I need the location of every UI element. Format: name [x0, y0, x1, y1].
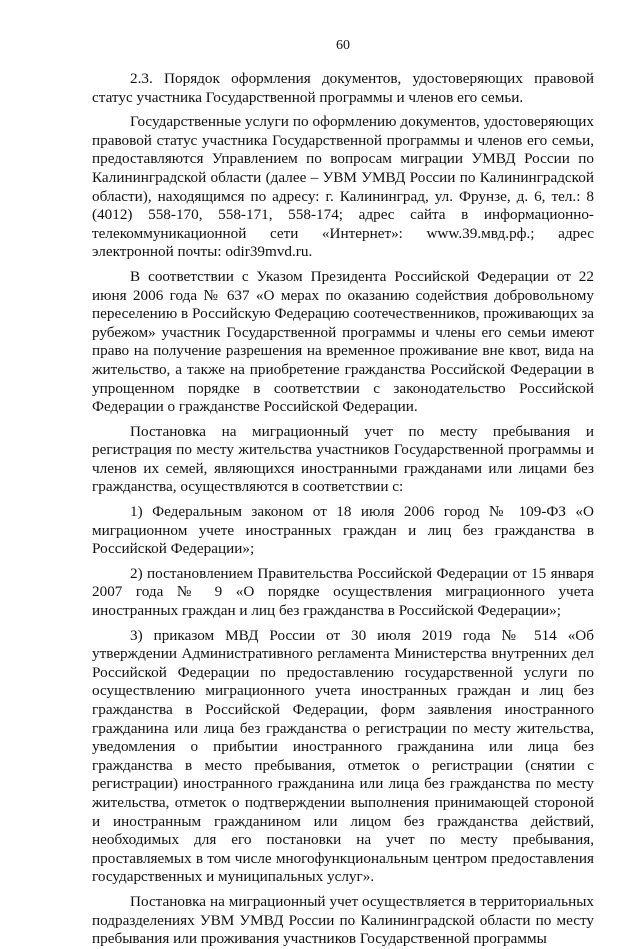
- paragraph-migration-registration: Постановка на миграционный учет по месту пребывания и регистрация по месту жительства участников Государственной программы и членов их семей, являющихся иностранными гражданами или лицами без гражданства, осуществляются в соответствии с:: [92, 422, 594, 496]
- paragraph-presidential-decree: В соответствии с Указом Президента Российской Федерации от 22 июня 2006 года № 637 «О мерах по оказанию содействия добровольному переселению в Российскую Федерацию соотечественников, проживающих за рубежом» участник Государственной программы и члены его семьи имеют право на получение разрешения на временное проживание вне квот, вида на жительство, а также на приобретение гражданства Российской Федерации в упрощенном порядке в соответствии с законодательство Российской Федерации о гражданстве Российской Федерации.: [92, 267, 594, 416]
- page-number: 60: [336, 38, 350, 53]
- list-item-mvd-order: 3) приказом МВД России от 30 июля 2019 года № 514 «Об утверждении Административного регламента Министерства внутренних дел Российской Федерации по предоставлению государственной услуги по осуществлению миграционного учета иностранных граждан и лиц без гражданства в Российской Федерации, форм заявления иностранного гражданина или лица без гражданства о регистрации по месту жительства, уведомления о прибытии иностранного гражданина или лица без гражданства в место пребывания, отметок о регистрации (снятии с регистрации) иностранного гражданина или лица без гражданства по месту жительства, отметок о подтверждении выполнения принимающей стороной и иностранным гражданином или лицом без гражданства действий, необходимых для его постановки на учет по месту пребывания, проставляемых в том числе многофункциональным центром предоставления государственных и муниципальных услуг».: [92, 626, 594, 886]
- paragraph-territorial-units: Постановка на миграционный учет осуществляется в территориальных подразделениях УВМ УМВД России по Калининградской области по месту пребывания или проживания участников Государственной программы: [92, 892, 594, 948]
- list-item-government-resolution: 2) постановлением Правительства Российской Федерации от 15 января 2007 года № 9 «О порядке осуществления миграционного учета иностранных граждан и лиц без гражданства в Российской Федерации»;: [92, 564, 594, 620]
- section-heading-2-3: 2.3. Порядок оформления документов, удостоверяющих правовой статус участника Государственной программы и членов его семьи.: [92, 70, 594, 106]
- list-item-federal-law: 1) Федеральным законом от 18 июля 2006 город № 109-ФЗ «О миграционном учете иностранных граждан и лиц без гражданства в Российской Федерации»;: [92, 503, 594, 558]
- paragraph-services-provider: Государственные услуги по оформлению документов, удостоверяющих правовой статус участника Государственной программы и членов его семьи, предоставляются Управлением по вопросам миграции УМВД России по Калининградской области (далее – УВМ УМВД России по Калининградской области), находящимся по адресу: г. Калининград, ул. Фрунзе, д. 6, тел.: 8 (4012) 558-170, 558-171, 558-174; адрес сайта в информационно-телекоммуникационной сети «Интернет»: www.39.мвд.рф.; адрес электронной почты: odir39mvd.ru.: [92, 113, 594, 261]
